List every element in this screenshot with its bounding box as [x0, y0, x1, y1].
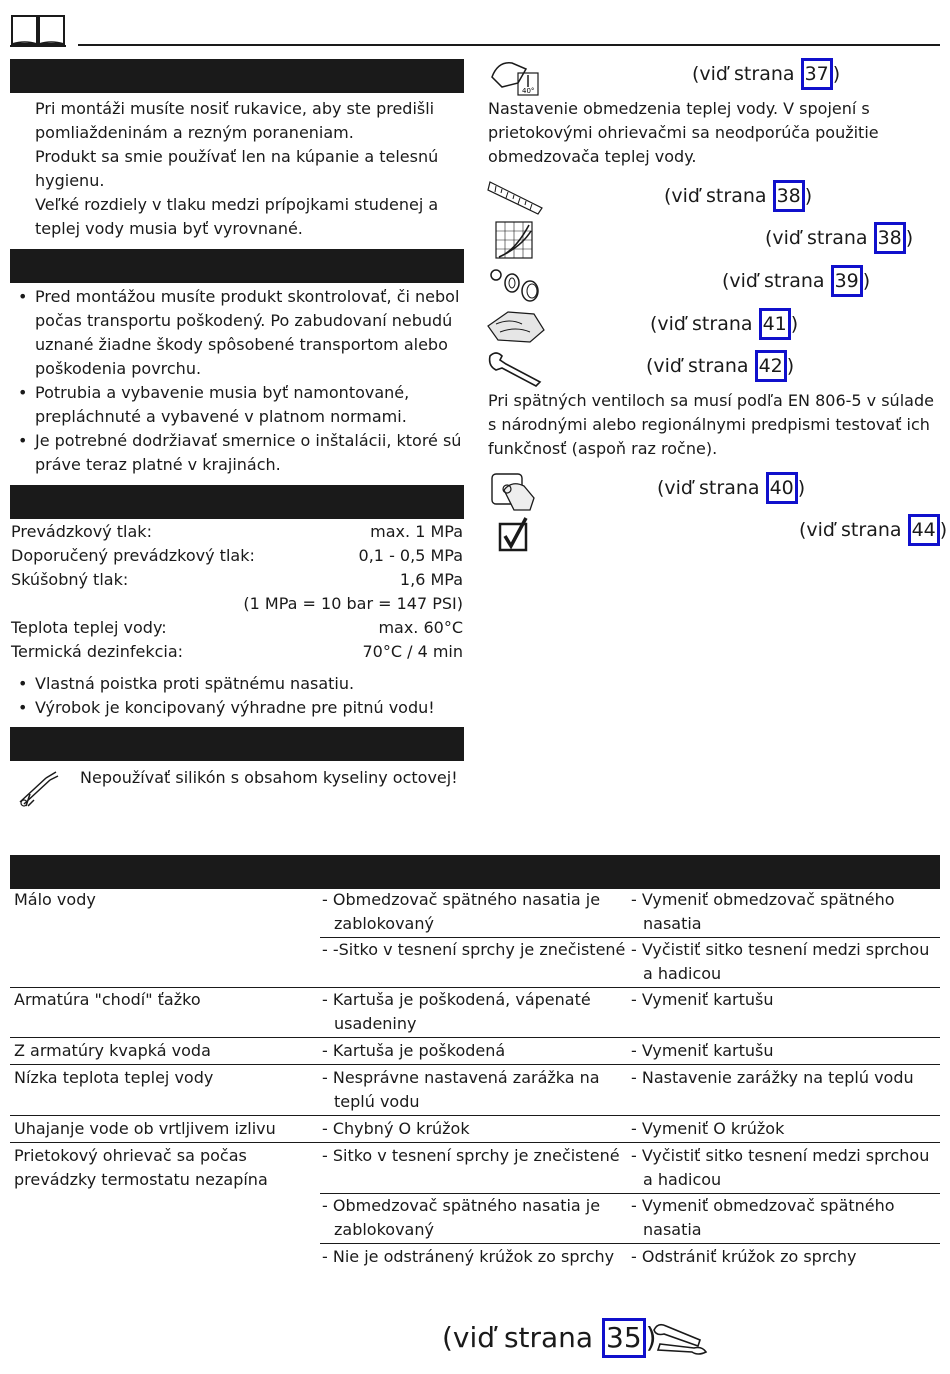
cause-cell: - -Sitko v tesnení sprchy je znečistené: [322, 940, 626, 959]
fix-cell: a hadicou: [643, 1170, 722, 1189]
fix-cell: - Vyčistiť sitko tesnení medzi sprchou: [631, 940, 930, 959]
ref-suffix: ): [862, 270, 871, 292]
row-divider: [10, 1115, 940, 1116]
temperature-adjust-icon: [488, 55, 544, 97]
ref-39: [722, 265, 870, 297]
ref-40: [657, 472, 805, 504]
page-link[interactable]: 41: [759, 308, 791, 340]
wrench-icon: [486, 348, 546, 388]
flow-diagram-icon: [495, 221, 533, 259]
spec-label: Teplota teplej vody:: [11, 618, 167, 637]
footer-ref: [442, 1318, 657, 1358]
row-divider: [10, 1142, 940, 1143]
spec-value: 1,6 MPa: [399, 570, 463, 589]
cause-cell: - Kartuša je poškodená: [322, 1041, 506, 1060]
silicone-gun-icon: [16, 768, 60, 808]
page-link[interactable]: 38: [874, 222, 906, 254]
fix-cell: - Vyčistiť sitko tesnení medzi sprchou: [631, 1146, 930, 1165]
problem-cell: Nízka teplota teplej vody: [14, 1068, 214, 1087]
page-link[interactable]: 38: [773, 180, 805, 212]
problem-cell: Z armatúry kvapká voda: [14, 1041, 211, 1060]
ref-prefix: (viď strana: [646, 355, 755, 377]
cause-cell: zablokovaný: [334, 914, 434, 933]
ref-prefix: (viď strana: [765, 227, 874, 249]
ref-suffix: ): [939, 519, 948, 541]
ref-prefix: (viď strana: [799, 519, 908, 541]
cause-cell: - Obmedzovač spätného nasatia je: [322, 890, 601, 909]
spec-label: Doporučený prevádzkový tlak:: [11, 546, 255, 565]
ref-suffix: ): [804, 185, 813, 207]
cause-cell: - Obmedzovač spätného nasatia je: [322, 1196, 601, 1215]
ref-suffix: ): [645, 1321, 657, 1354]
ref-42: [646, 350, 794, 382]
cause-cell: - Sitko v tesnení sprchy je znečistené: [322, 1146, 620, 1165]
cause-cell: - Chybný O krúžok: [322, 1119, 470, 1138]
text-line: obmedzovača teplej vody.: [488, 147, 697, 166]
ref-prefix: (viď strana: [650, 313, 759, 335]
problem-cell: Uhajanje vode ob vrtljivem izlivu: [14, 1119, 276, 1138]
row-divider: [10, 1037, 940, 1038]
list-item: • Vlastná poistka proti spätnému nasatiu.: [35, 672, 354, 696]
row-divider: [10, 1064, 940, 1065]
cause-cell: - Nesprávne nastavená zarážka na: [322, 1068, 600, 1087]
text-line: teplej vody musia byť vyrovnané.: [35, 219, 303, 238]
page-link[interactable]: 37: [801, 58, 833, 90]
list-item: • Výrobok je koncipovaný výhradne pre pitnú vodu!: [35, 696, 435, 720]
page-link[interactable]: 35: [602, 1318, 646, 1358]
list-item: • Pred montážou musíte produkt skontrolovať, či nebol: [35, 285, 459, 309]
text-line: Nastavenie obmedzenia teplej vody. V spojení s: [488, 99, 870, 118]
cause-cell: usadeniny: [334, 1014, 417, 1033]
ref-prefix: (viď strana: [442, 1321, 602, 1354]
hand-valve-icon: [490, 470, 538, 512]
svg-text:40°: 40°: [522, 87, 535, 95]
text-line: prietokovými ohrievačmi sa neodporúča použitie: [488, 123, 879, 142]
cause-cell: - Nie je odstránený krúžok zo sprchy: [322, 1247, 615, 1266]
o-ring-parts-icon: [488, 263, 544, 303]
spec-value: max. 1 MPa: [370, 522, 463, 541]
spec-label: Prevádzkový tlak:: [11, 522, 152, 541]
list-item: • Je potrebné dodržiavať smernice o inštalácii, ktoré sú: [35, 429, 461, 453]
header-rule: [78, 44, 940, 46]
ref-suffix: ): [790, 313, 799, 335]
fix-cell: a hadicou: [643, 964, 722, 983]
text-line: Pri spätných ventiloch sa musí podľa EN 806-5 v súlade: [488, 391, 934, 410]
ref-suffix: ): [832, 63, 841, 85]
page-link[interactable]: 42: [755, 350, 787, 382]
section-bar-4: [10, 727, 464, 761]
fix-cell: - Vymeniť kartušu: [631, 990, 774, 1009]
checkbox-icon: [498, 516, 530, 552]
text-line: počas transportu poškodený. Po zabudovaní nebudú: [35, 311, 453, 330]
ref-prefix: (viď strana: [664, 185, 773, 207]
spec-value: (1 MPa = 10 bar = 147 PSI): [243, 594, 463, 613]
text-line: Veľké rozdiely v tlaku medzi prípojkami studenej a: [35, 195, 439, 214]
spec-value: 0,1 - 0,5 MPa: [358, 546, 463, 565]
ref-44: [799, 514, 947, 546]
table-header-bar: [10, 855, 940, 889]
problem-cell: Prietokový ohrievač sa počas: [14, 1146, 247, 1165]
fix-cell: - Vymeniť kartušu: [631, 1041, 774, 1060]
ref-suffix: ): [905, 227, 914, 249]
problem-cell: Málo vody: [14, 890, 96, 909]
section-bar-2: [10, 249, 464, 283]
cause-cell: zablokovaný: [334, 1220, 434, 1239]
ruler-icon: [488, 178, 544, 214]
cleaning-cloth-icon: [486, 306, 546, 344]
silicone-warning: Nepoužívať silikón s obsahom kyseliny octovej!: [80, 768, 458, 787]
ref-suffix: ): [786, 355, 795, 377]
spec-value: max. 60°C: [378, 618, 463, 637]
text-line: Produkt sa smie používať len na kúpanie a telesnú: [35, 147, 439, 166]
fix-cell: nasatia: [643, 914, 702, 933]
page-link[interactable]: 40: [766, 472, 798, 504]
text-line: funkčnosť (aspoň raz ročne).: [488, 439, 718, 458]
fix-cell: - Vymeniť O krúžok: [631, 1119, 785, 1138]
text-line: hygienu.: [35, 171, 105, 190]
cause-cell: - Kartuša je poškodená, vápenaté: [322, 990, 591, 1009]
fix-cell: - Odstrániť krúžok zo sprchy: [631, 1247, 857, 1266]
problem-cell: Armatúra "chodí" ťažko: [14, 990, 201, 1009]
section-bar-3: [10, 485, 464, 519]
list-item: • Potrubia a vybavenie musia byť namontované,: [35, 381, 409, 405]
ref-prefix: (viď strana: [692, 63, 801, 85]
fix-cell: - Vymeniť obmedzovač spätného: [631, 1196, 895, 1215]
text-line: Pri montáži musíte nosiť rukavice, aby ste predišli: [35, 99, 435, 118]
spec-value: 70°C / 4 min: [362, 642, 463, 661]
section-bar-1: [10, 59, 464, 93]
text-line: pomliaždeninám a rezným poraneniam.: [35, 123, 354, 142]
page-link[interactable]: 39: [831, 265, 863, 297]
row-divider: [320, 1243, 940, 1244]
text-line: uznané žiadne škody spôsobené transportom alebo: [35, 335, 448, 354]
problem-cell: prevádzky termostatu nezapína: [14, 1170, 268, 1189]
tools-icon: [650, 1318, 708, 1356]
fix-cell: nasatia: [643, 1220, 702, 1239]
ref-prefix: (viď strana: [657, 477, 766, 499]
ref-38-b: [765, 222, 913, 254]
fix-cell: - Vymeniť obmedzovač spätného: [631, 890, 895, 909]
ref-suffix: ): [797, 477, 806, 499]
text-line: s národnými alebo regionálnymi predpismi testovať ich: [488, 415, 930, 434]
ref-41: [650, 308, 798, 340]
text-line: prepláchnuté a vybavené v platnom normami.: [35, 407, 407, 426]
fix-cell: - Nastavenie zarážky na teplú vodu: [631, 1068, 914, 1087]
book-icon: [10, 10, 66, 48]
text-line: poškodenia povrchu.: [35, 359, 202, 378]
ref-38-a: [664, 180, 812, 212]
ref-prefix: (viď strana: [722, 270, 831, 292]
ref-37: [692, 58, 840, 90]
cause-cell: teplú vodu: [334, 1092, 420, 1111]
text-line: práve teraz platné v krajinách.: [35, 455, 281, 474]
page-link[interactable]: 44: [908, 514, 940, 546]
spec-label: Skúšobný tlak:: [11, 570, 129, 589]
spec-label: Termická dezinfekcia:: [11, 642, 184, 661]
